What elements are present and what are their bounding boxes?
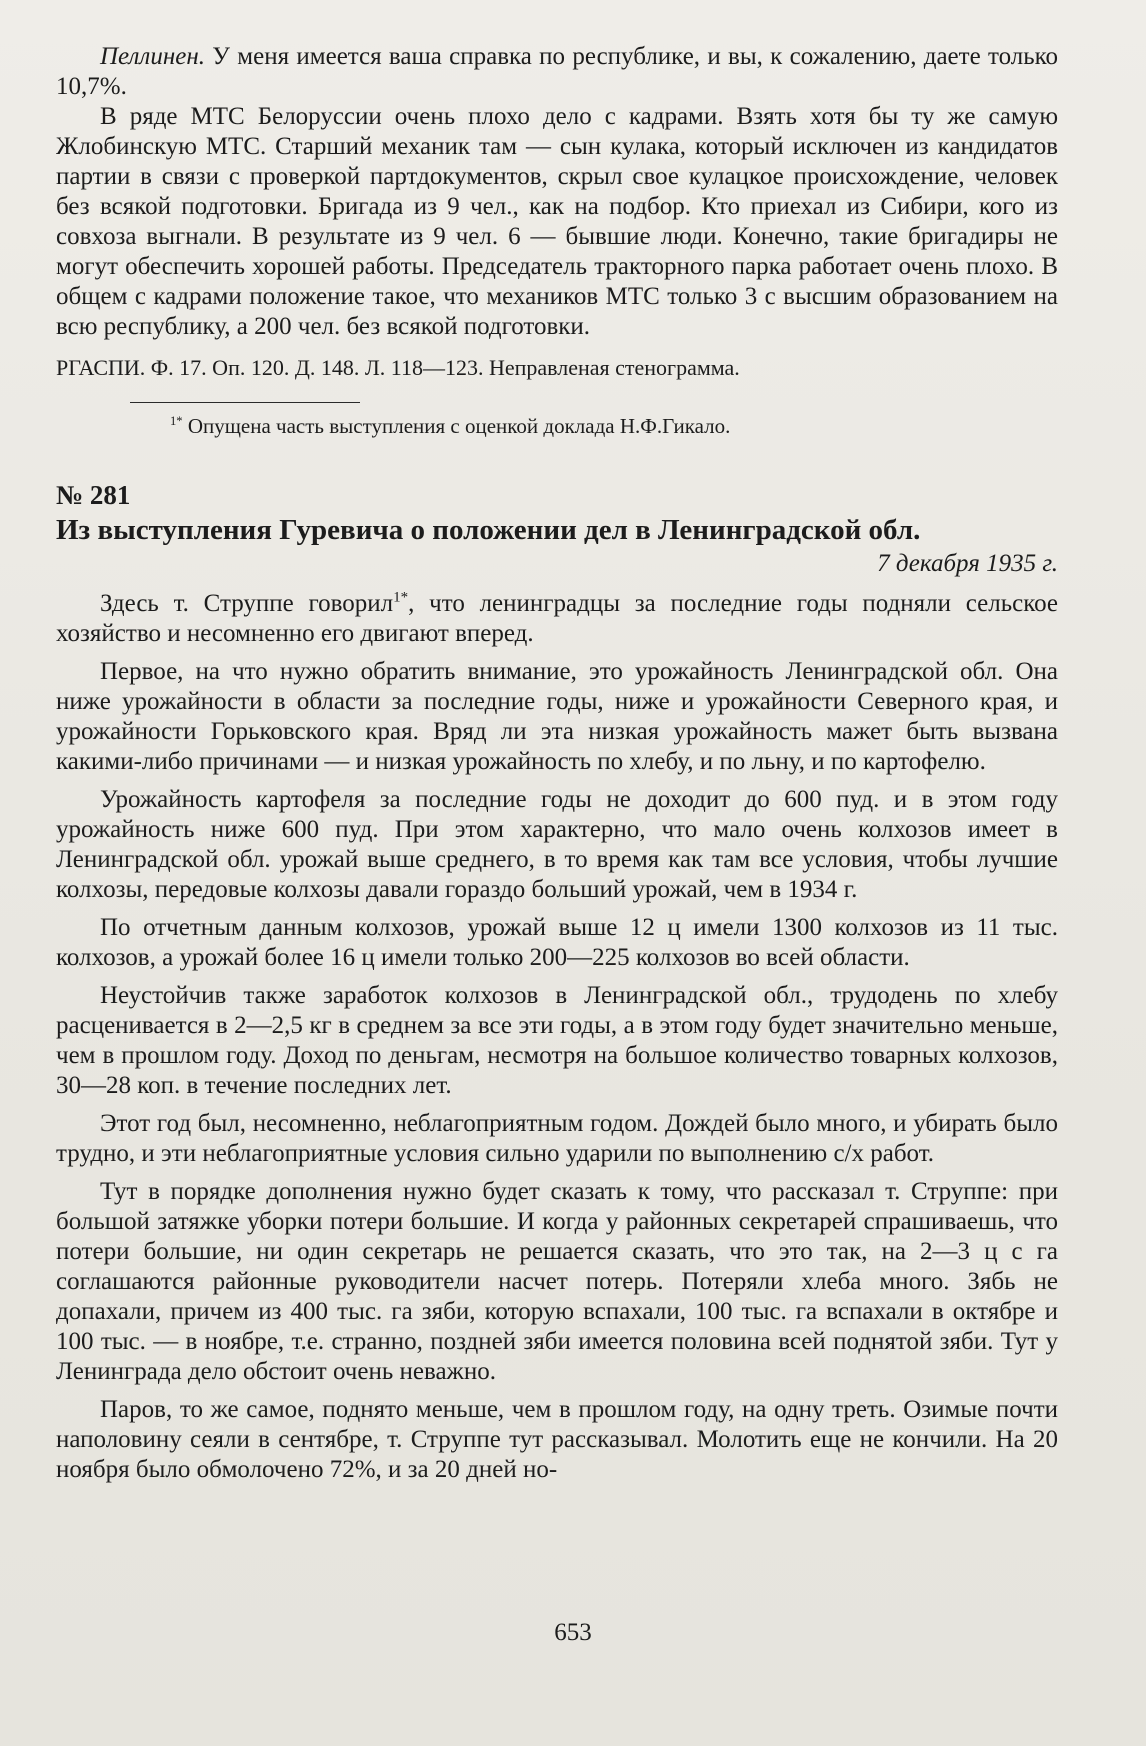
- footnote-marker: 1*: [170, 414, 183, 428]
- paragraph-text: , что ленинградцы за последние годы подняли сельское хозяйство и несомненно его двигают вперед.: [56, 590, 1059, 647]
- speech-paragraph: В ряде МТС Белоруссии очень плохо дело с кадрами. Взять хотя бы ту же самую Жлобинскую МТС. Старший механик там — сын кулака, который исключен из кандидатов партии в связи с проверкой партдокументов, скрыл свое кулацкое происхождение, человек без всякой подготовки. Бригада из 9 чел., как на подбор. Кто приехал из Сибири, кого из совхоза выгнали. В результате из 9 чел. 6 — бывшие люди. Конечно, такие бригадиры не могут обеспечить хорошей работы. Председатель тракторного парка работает очень плохо. В общем с кадрами положение такое, что механиков МТС только 3 с высшим образованием на всю республику, а 200 чел. без всякой подготовки.: [56, 103, 1058, 340]
- document-date: 7 декабря 1935 г.: [877, 550, 1058, 577]
- page-number: 653: [554, 1619, 592, 1646]
- document-paragraph: Первое, на что нужно обратить внимание, это урожайность Ленинградской обл. Она ниже урожайности в области за последние годы, ниже и урожайности Северного края, и урожайности Горьковского края. Вряд ли эта низкая урожайность мажет быть вызвана какими-либо причинами — и низкая урожайность по хлебу, и по льну, и по картофелю.: [56, 658, 1058, 775]
- document-paragraph: Урожайность картофеля за последние годы не доходит до 600 пуд. и в этом году урожайность ниже 600 пуд. При этом характерно, что мало очень колхозов имеет в Ленинградской обл. урожай выше среднего, в то время как там все условия, чтобы лучшие колхозы, передовые колхозы давали гораздо больший урожай, чем в 1934 г.: [56, 786, 1058, 903]
- document-paragraph: Неустойчив также заработок колхозов в Ленинградской обл., трудодень по хлебу расценивается в 2—2,5 кг в среднем за все эти годы, а в этом году будет значительно меньше, чем в прошлом году. Доход по деньгам, несмотря на большое количество товарных колхозов, 30—28 коп. в течение последних лет.: [56, 982, 1058, 1099]
- document-title: Из выступления Гуревича о положении дел в Ленинградской обл.: [56, 514, 921, 546]
- speech-continuation-paragraph: [56, 42, 1058, 102]
- document-number: № 281: [56, 480, 131, 510]
- footnote-divider: [130, 402, 360, 403]
- archive-source-reference: РГАСПИ. Ф. 17. Оп. 120. Д. 148. Л. 118—123. Неправленая стенограмма.: [56, 355, 740, 380]
- footnote-reference: 1*: [393, 589, 409, 606]
- document-paragraph: Паров, то же самое, поднято меньше, чем в прошлом году, на одну треть. Озимые почти наполовину сеяли в сентябре, т. Струппе тут рассказывал. Молотить еще не кончили. На 20 ноября было обмолочено 72%, и за 20 дней но-: [56, 1396, 1058, 1483]
- document-paragraph: По отчетным данным колхозов, урожай выше 12 ц имели 1300 колхозов из 11 тыс. колхозов, а урожай более 16 ц имели только 200—225 колхозов во всей области.: [56, 914, 1058, 971]
- footnote-text: Опущена часть выступления с оценкой доклада Н.Ф.Гикало.: [187, 414, 731, 438]
- document-paragraph: Этот год был, несомненно, неблагоприятным годом. Дождей было много, и убирать было трудно, и эти неблагоприятные условия сильно ударили по выполнению с/х работ.: [56, 1110, 1058, 1167]
- speaker-name: Пеллинен.: [100, 43, 205, 70]
- document-paragraph: Тут в порядке дополнения нужно будет сказать к тому, что рассказал т. Струппе: при большой затяжке уборки потери большие. И когда у районных секретарей спрашиваешь, что потери большие, ни один секретарь не решается сказать, что это так, на 2—3 ц с га соглашаются районные руководители насчет потерь. Потеряли хлеба много. Зябь не допахали, причем из 400 тыс. га зяби, которую вспахали, 100 тыс. га вспахали в октябре и 100 тыс. — в ноябре, т.е. странно, поздней зяби имеется половина всей поднятой зяби. Тут у Ленинграда дело обстоит очень неважно.: [56, 1178, 1058, 1385]
- page-content: [56, 42, 1058, 1485]
- document-paragraph: [56, 589, 1058, 649]
- footnote: [170, 413, 1058, 439]
- speech-text: У меня имеется ваша справка по республике, и вы, к сожалению, даете только 10,7%.: [56, 43, 1058, 100]
- paragraph-text: Здесь т. Струппе говорил: [100, 590, 394, 617]
